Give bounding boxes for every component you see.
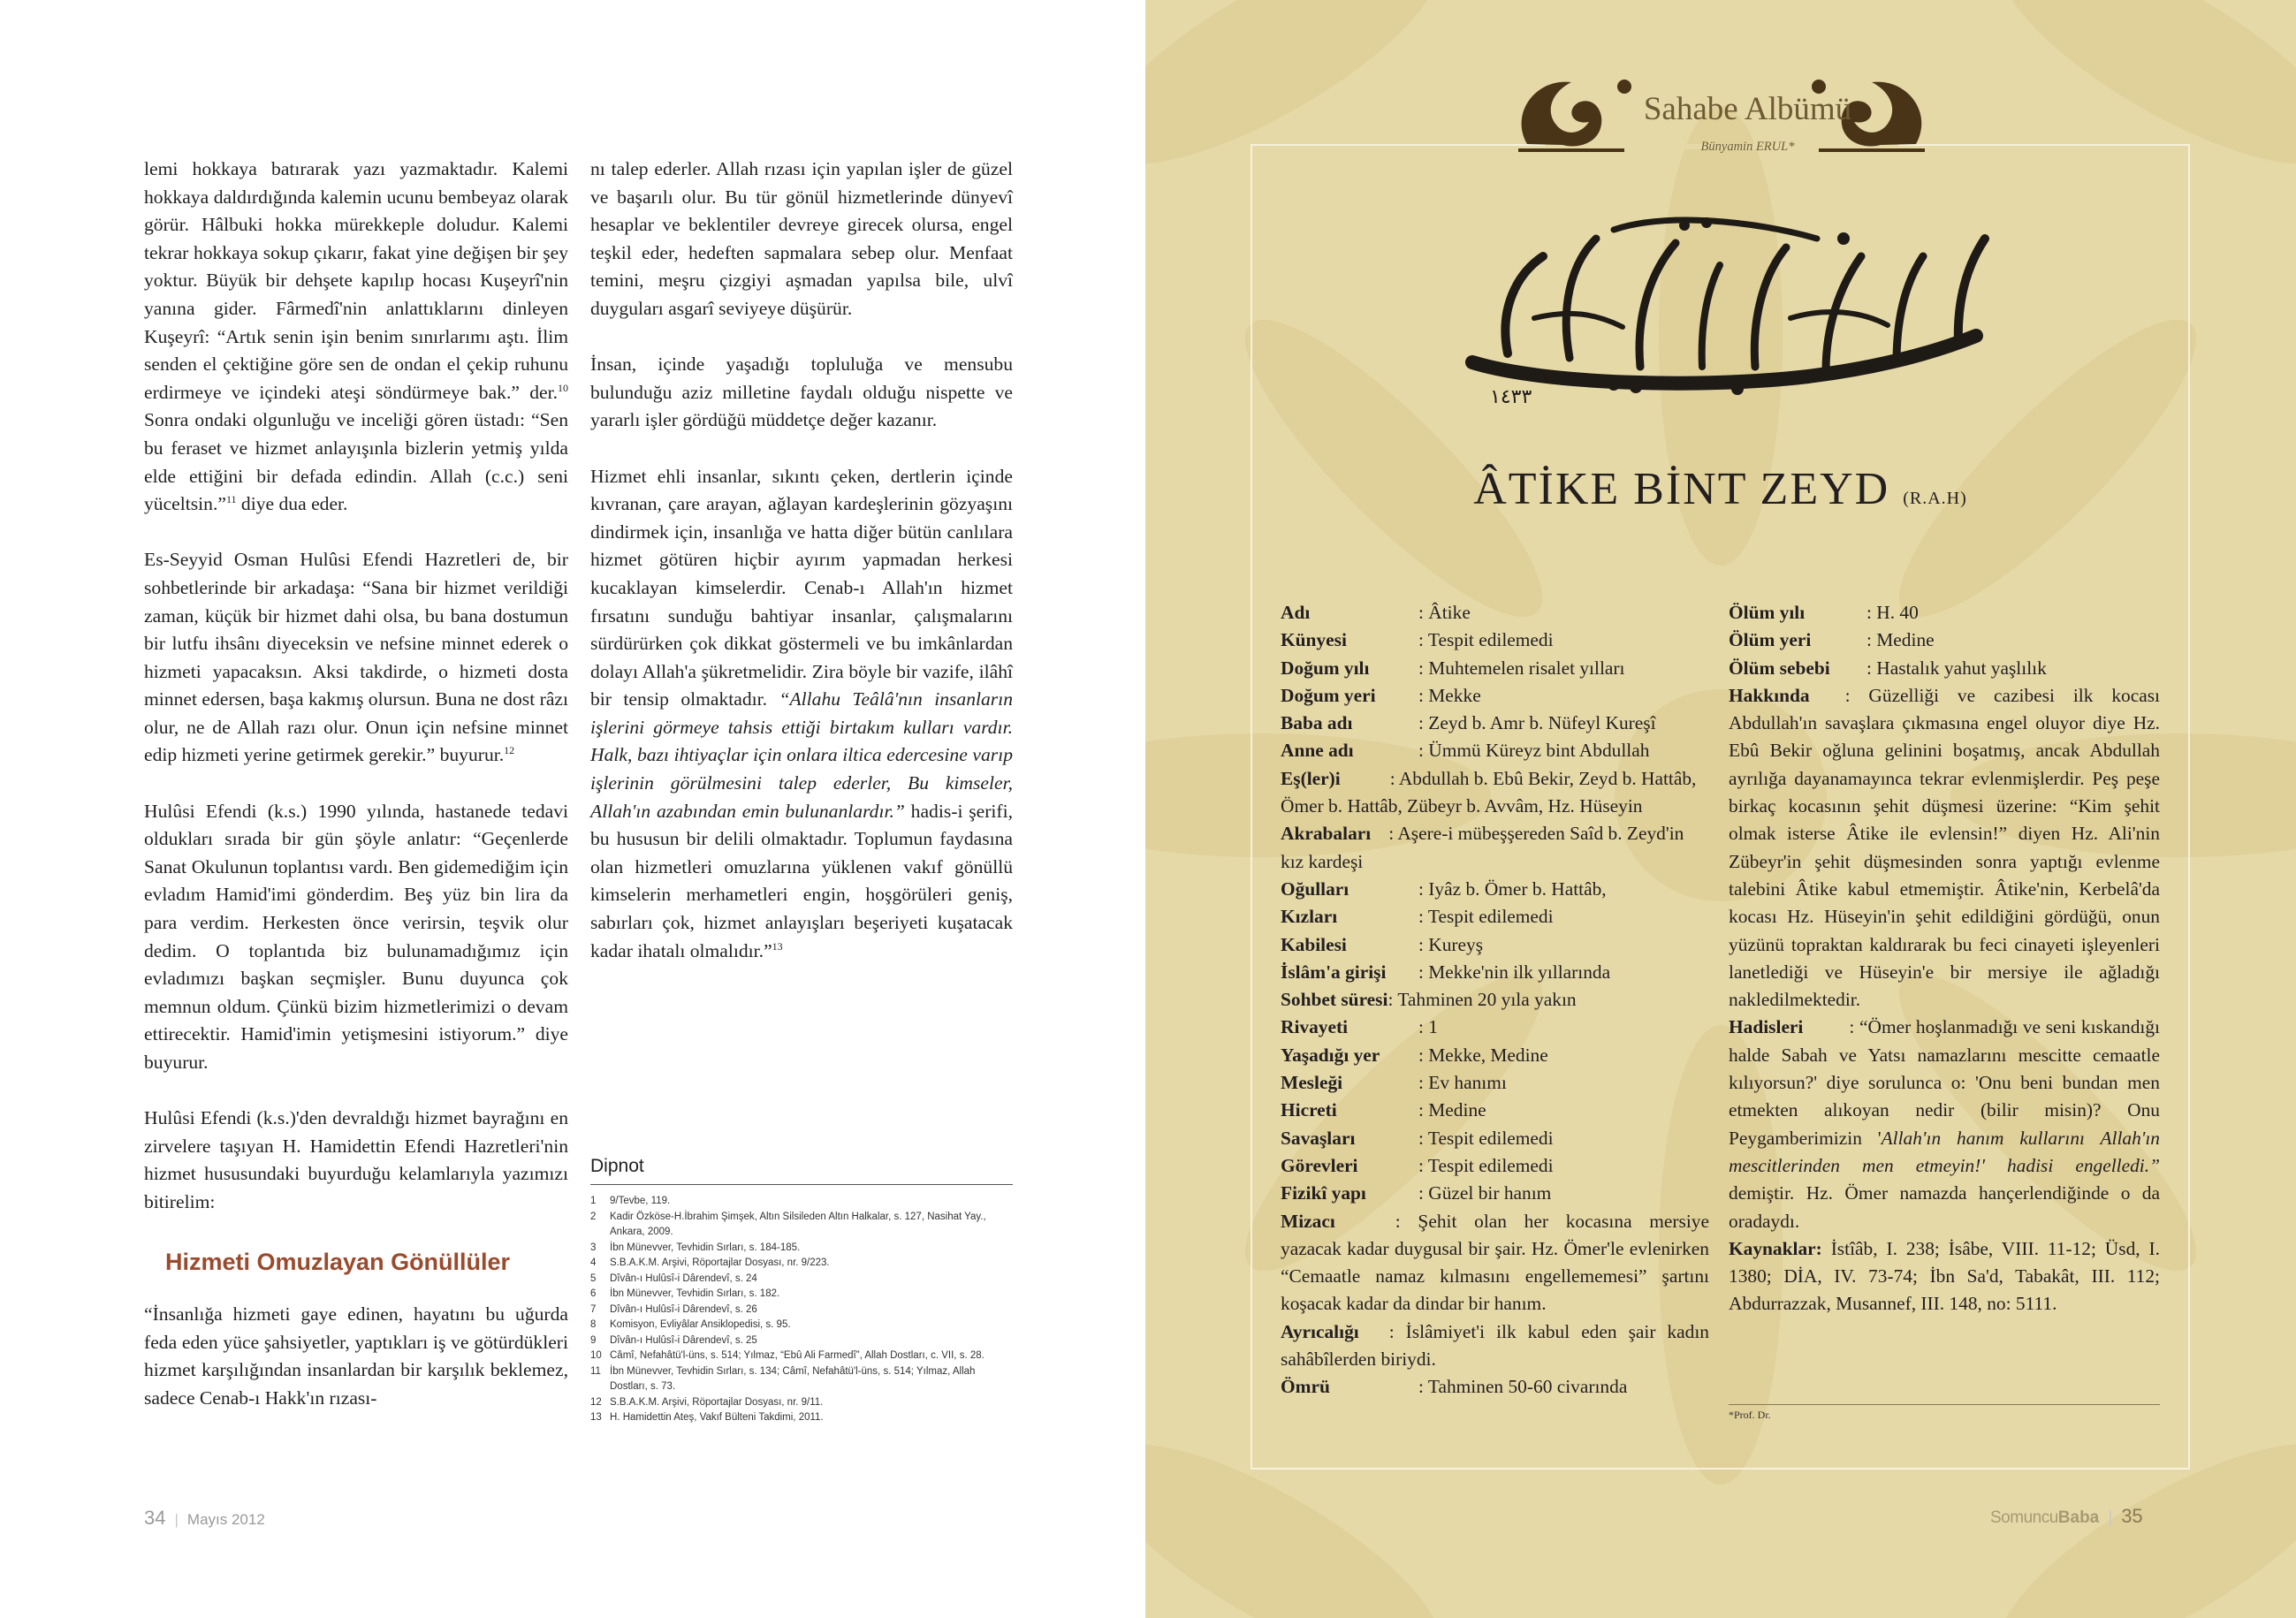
info-key: Savaşları	[1281, 1127, 1356, 1149]
paragraph: Hulûsi Efendi (k.s.)'den devraldığı hizmet bayrağını en zirvelere taşıyan H. Hamidettin Efendi Hazretleri'nin hizmet hususundaki buyurduğu kelamlarıyla yazımızı bitirelim:	[144, 1107, 568, 1212]
info-value: demiştir. Hz. Ömer namazda hançerlendiğinde o da oradaydı.	[1729, 1182, 2160, 1232]
info-key: Ölüm yılı	[1729, 602, 1806, 623]
footnote-text: Komisyon, Evliyâlar Ansiklopedisi, s. 95.	[610, 1319, 791, 1330]
info-row	[1281, 682, 1709, 710]
paragraph	[144, 546, 568, 770]
footnote-text: Dîvân-ı Hulûsî-i Dârendevî, s. 26	[610, 1303, 757, 1315]
info-row	[1281, 876, 1709, 903]
footnote-number: 5	[590, 1272, 597, 1284]
info-key: Doğum yeri	[1281, 684, 1376, 706]
companion-name-title	[1251, 463, 2190, 515]
info-key: Fizikî yapı	[1281, 1182, 1366, 1204]
info-row-about	[1729, 682, 2160, 1014]
info-row	[1281, 710, 1709, 737]
info-value: : Tahminen 50-60 civarında	[1418, 1376, 1628, 1398]
hadith-quote: Allah'ın hanım kullarını Allah'ın mescitlerinden men etmeyin!' hadisi engelledi.”	[1729, 1127, 2161, 1176]
issue-date: Mayıs 2012	[186, 1511, 265, 1528]
footnote-ref[interactable]: 13	[772, 939, 783, 953]
footnotes	[590, 1156, 1013, 1426]
footnote-ref[interactable]: 10	[558, 381, 568, 394]
footnote-item	[590, 1333, 1013, 1349]
info-group	[1281, 599, 1709, 765]
info-row	[1281, 1069, 1709, 1097]
paragraph-text: Hizmet ehli insanlar, sıkıntı çeken, dertlerin içinde kıvranan, çare arayan, ağlayan kardeşlerinin gözyaşını dindirmek için, insanlığa ve hatta diğer bütün canlılara hizmet götüren hiçbir ayırım yapmadan herkesi kucaklayan kimselerdir. Cenab-ı Allah'ın hizmet fırsatını sunduğu bahtiyar insanlar, çalışmalarını sürdürürken çok dikkat göstermeli ve bu imkânlardan dolayı Allah'a şükretmelidir. Zira böyle bir vazife, ilâhî bir tensip olmaktadır.	[590, 465, 1013, 710]
info-group	[1281, 876, 1709, 986]
info-key: Doğum yılı	[1281, 657, 1370, 679]
footnote-number: 11	[590, 1365, 601, 1377]
footnotes-title: Dipnot	[590, 1156, 1013, 1185]
footnote-text: S.B.A.K.M. Arşivi, Röportajlar Dosyası, nr. 9/11.	[610, 1396, 824, 1408]
info-value: : 1	[1418, 1016, 1438, 1038]
info-value: : Tespit edilemedi	[1418, 1154, 1554, 1176]
footnote-item	[590, 1364, 1013, 1395]
info-key: Baba adı	[1281, 712, 1353, 734]
info-row-lifespan	[1281, 1373, 1709, 1401]
info-row-hadiths	[1729, 1014, 2160, 1234]
info-value: : Muhtemelen risalet yılları	[1418, 657, 1625, 679]
info-value: : Aşere-i mübeşşereden Saîd b. Zeyd'in kız kardeşi	[1281, 823, 1684, 872]
info-value: : Şehit olan her kocasına mersiye yazacak kadar duygusal bir şair. Hz. Ömer'le evlenirken “Cemaatle namaz kılmasını engellememesi” şartını koşacak kadar da dindar bir hanım.	[1281, 1210, 1709, 1315]
info-key: Kabilesi	[1281, 933, 1347, 955]
footnote-number: 13	[590, 1412, 602, 1423]
info-key: Yaşadığı yer	[1281, 1044, 1380, 1066]
footnote-item	[590, 1348, 1013, 1364]
footnote-item	[590, 1303, 1013, 1318]
section-label: Sahabe Albümü	[1643, 91, 1852, 127]
info-value: İstîâb, I. 238; İsâbe, VIII. 11-12; Üsd, I. 1380; DİA, IV. 73-74; İbn Sa'd, Tabakât, III. 112; Abdurrazzak, Musannef, III. 148, no: 5111.	[1729, 1237, 2160, 1315]
info-row	[1281, 1042, 1709, 1069]
info-key: Rivayeti	[1281, 1016, 1349, 1038]
left-column-2	[590, 156, 1013, 993]
info-value: : Ümmü Küreyz bint Abdullah	[1418, 740, 1650, 762]
footnote-list	[590, 1194, 1013, 1426]
footnote-text: İbn Münevver, Tevhidin Sırları, s. 184-185.	[610, 1242, 801, 1253]
info-key: Hakkında	[1729, 684, 1810, 706]
info-key: Oğulları	[1281, 877, 1349, 900]
info-key: İslâm'a girişi	[1281, 961, 1387, 983]
author-name: Bünyamin ERUL*	[1700, 140, 1795, 154]
info-value: : Âtike	[1418, 602, 1471, 623]
footnote-number: 10	[590, 1350, 602, 1361]
paragraph: “İnsanlığa hizmeti gaye edinen, hayatını bu uğurda feda eden yüce şahsiyetler, yaptıkları iş ve götürdükleri hizmet karşılığından insanlardan bir karşılık beklemez, sadece Cenab-ı Hakk'ın rızası-	[144, 1303, 568, 1409]
info-key: Akrabaları	[1281, 823, 1372, 845]
info-value: : Medine	[1866, 629, 1935, 651]
info-row	[1281, 737, 1709, 764]
info-row	[1281, 599, 1709, 627]
info-value: : Tespit edilemedi	[1418, 629, 1554, 651]
footnote-text: İbn Münevver, Tevhidin Sırları, s. 134; Câmî, Nefahâtü'l-üns, s. 514; Yılmaz, Allah Dostları, s. 73.	[610, 1365, 976, 1392]
info-key: Hadisleri	[1729, 1016, 1804, 1038]
info-value: : Güzelliği ve cazibesi ilk kocası Abdullah'ın savaşlara çıkmasına engel oluyor diye Hz. Ebû Bekir oğluna gelinini boşatmış, ancak Abdullah ayrılığa dayanamayınca tekrar evlenmişlerdir. Peş peşe birkaç kocasının şehit düşmesi üzerine: “Kim şehit olmak isterse Âtike ile evlensin!” diyen Hz. Ali'nin Zübeyr'in şehit düşmesinden sonra yaptığı evlenme talebini Âtike kabul etmemiştir. Âtike'nin, Kerbelâ'da kocası Hz. Hüseyin'in şehit edildiğini gördüğü, onun yüzünü topraktan kaldırarak bu feci cinayeti işleyenleri lanetlediği ve Hüseyin'e bir mersiye ile ağladığı nakledilmektedir.	[1729, 684, 2160, 1011]
info-value: : Mekke'nin ilk yıllarında	[1418, 961, 1611, 983]
info-column-left	[1281, 599, 1709, 1402]
info-key: Adı	[1281, 602, 1311, 623]
footnote-text: Dîvân-ı Hulûsî-i Dârendevî, s. 24	[610, 1272, 757, 1284]
author-footnote: *Prof. Dr.	[1729, 1409, 1771, 1421]
info-value: : Tespit edilemedi	[1418, 906, 1554, 928]
info-value: : Mekke	[1418, 684, 1481, 706]
footnote-number: 9	[590, 1334, 597, 1346]
footnote-text: H. Hamidettin Ateş, Vakıf Bülteni Takdimi, 2011.	[610, 1412, 824, 1423]
paragraph-text: hadis-i şerifi, bu hususun bir delili olmaktadır. Toplumun faydasına olan hizmetleri omuzlarına yüklenen vakıf gönüllü kimselerin merhametleri engin, hoşgörüleri geniş, sabırları çok, hizmet anlayışları beşeriyeti kuşatacak kadar ihatalı olmalıdır.”	[590, 800, 1013, 961]
arabic-calligraphy	[1437, 203, 2011, 406]
section-subheading: Hizmeti Omuzlayan Gönüllüler	[165, 1249, 511, 1276]
info-key: Kaynaklar:	[1729, 1237, 1822, 1259]
magazine-brand: Somuncu	[1990, 1508, 2058, 1527]
info-value: : Hastalık yahut yaşlılık	[1866, 657, 2047, 679]
footnote-number: 7	[590, 1303, 597, 1315]
info-row	[1281, 1125, 1709, 1152]
companion-name: ÂTİKE BİNT ZEYD	[1473, 464, 1890, 514]
info-key: Mesleği	[1281, 1072, 1343, 1094]
info-value: : Ev hanımı	[1418, 1072, 1507, 1094]
info-value: : H. 40	[1866, 602, 1919, 623]
footnote-number: 4	[590, 1257, 597, 1268]
footnote-number: 8	[590, 1319, 597, 1330]
paragraph-text: lemi hokkaya batırarak yazı yazmaktadır. Kalemi hokkaya daldırdığında kalemin ucunu bembeyaz olarak görür. Hâlbuki hokka mürekkeple doludur. Kalemi tekrar hokkaya sokup çıkarır, fakat yine değişen bir şey yoktur. Büyük bir dehşete kapılıp hocası Kuşeyrî'nin yanına gider. Fârmedî'nin anlattıklarını dinleyen Kuşeyrî: “Artık senin işin benim sınırlarımı aştı. İlim senden el çektiğine göre sen de ondan el çekip ruhunu erdirmeye ve içindeki ateşi söndürmeye bak.” der.	[144, 158, 568, 403]
paragraph: İnsan, içinde yaşadığı topluluğa ve mensubu bulunduğu aziz milletine faydalı olduğu nispette ve yararlı işler gördüğü müddetçe değer kazanır.	[590, 353, 1013, 431]
info-value: : Medine	[1418, 1099, 1486, 1121]
info-key: Anne adı	[1281, 740, 1354, 762]
info-row-temperament	[1281, 1208, 1709, 1318]
honorific-suffix: (R.A.H)	[1903, 489, 1967, 508]
info-key: Ayrıcalığı	[1281, 1320, 1359, 1342]
page-footer-left: 34 | Mayıs 2012	[144, 1507, 265, 1529]
info-group	[1281, 1014, 1709, 1207]
info-key: Ölüm sebebi	[1729, 657, 1830, 679]
paragraph: nı talep ederler. Allah rızası için yapılan işler de güzel ve başarılı olur. Bu tür gönül hizmetlerinde dünyevî hesaplar ve beklentiler devreye girecek olursa, engel teşkil eder, hedeften sapmalara sebep olur. Menfaat temini, meşru çizgiyi aşmadan yapılsa bile, ulvî duyguları asgarî seviyeye düşürür.	[590, 158, 1013, 319]
info-row	[1729, 599, 2160, 627]
magazine-brand-bold: Baba	[2057, 1508, 2100, 1527]
footnote-number: 12	[590, 1396, 602, 1408]
paragraph: Hulûsi Efendi (k.s.) 1990 yılında, hastanede tedavi oldukları sırada bir gün şöyle anlatır: “Geçenlerde Sanat Okulunun toplantısı vardı. Ben gidemediğim için evladım Hamid'imi gönderdim. Beş yüz bin lira da para verdim. Herkesten önce verirsin, teşvik olur dedim. O toplantıda biz bulunamadığımız için evladımızı başkan seçmişler. Bunu duyunca çok memnun oldum. Çünkü bizim hizmetlerimizi o devam ettirecektir. Hamid'imin yetişmesini istiyorum.” diye buyurur.	[144, 800, 568, 1073]
info-row	[1729, 627, 2160, 654]
hadith-quote: “Allahu Teâlâ'nın insanların işlerini görmeye tahsis ettiği birtakım kulları vardır. Halk, bazı ihtiyaçlar için onlara iltica edercesine varıp işlerinin görülmesini talep ederler, Bu kimseler, Allah'ın azabından emin bulunanlardır.”	[590, 688, 1014, 822]
page-number: 35	[2121, 1505, 2143, 1527]
info-row	[1281, 655, 1709, 682]
info-row	[1281, 903, 1709, 931]
info-row-sources	[1729, 1235, 2160, 1318]
footnote-text: S.B.A.K.M. Arşivi, Röportajlar Dosyası, nr. 9/223.	[610, 1257, 830, 1268]
info-row	[1729, 655, 2160, 682]
page-footer-right: SomuncuBaba | 35	[1990, 1505, 2143, 1527]
footnote-ref[interactable]: 12	[504, 744, 515, 757]
info-row	[1281, 931, 1709, 959]
footnote-item	[590, 1395, 1013, 1411]
paragraph-text: Es-Seyyid Osman Hulûsi Efendi Hazretleri de, bir sohbetlerinde bir arkadaşa: “Sana bir hizmet verildiği zaman, küçük bir hizmet dahi olsa, bu bana dostumun bir lutfu ihsânı diyeceksin ve nefsine minnet ederek o hizmeti yapacaksın. Aksi takdirde, o hizmeti dosta minnet edersen, başa kakmış olursun. Buna ne dost râzı olur, ne de Allah razı olur. Onun için nefsine minnet edip hizmeti yerine getirmek gerekir.” buyurur.	[144, 549, 568, 766]
info-row	[1281, 1097, 1709, 1124]
footnote-ref[interactable]: 11	[225, 492, 237, 505]
info-key: Kızları	[1281, 906, 1338, 928]
info-value: : Zeyd b. Amr b. Nüfeyl Kureşî	[1418, 712, 1656, 734]
info-value: : Mekke, Medine	[1418, 1044, 1548, 1066]
info-key: Eş(ler)i	[1281, 767, 1341, 789]
info-row-relatives	[1281, 820, 1709, 876]
info-value: : Güzel bir hanım	[1418, 1182, 1552, 1204]
info-key: Hicreti	[1281, 1099, 1337, 1121]
info-key: Künyesi	[1281, 629, 1347, 651]
info-row-distinction	[1281, 1318, 1709, 1374]
footnote-item	[590, 1410, 1013, 1426]
info-value: : “Ömer hoşlanmadığı ve seni kıskandığı halde Sabah ve Yatsı namazlarını mescitte cemaatle kılıyorsun?' diye sorulunca o: 'Onu beni bundan men etmekten alıkoyan nedir (bilir misin)? Onu Peygamberimizin '	[1729, 1016, 2160, 1149]
info-row	[1281, 959, 1709, 986]
info-group	[1729, 599, 2160, 682]
paragraph-text: diye dua eder.	[236, 493, 348, 515]
info-key: Sohbet süresi	[1281, 989, 1388, 1011]
info-row	[1281, 1152, 1709, 1180]
left-column-1	[144, 156, 568, 1440]
footnote-item	[590, 1256, 1013, 1272]
right-page	[1145, 0, 2296, 1618]
info-key: Mizacı	[1281, 1210, 1335, 1232]
footnote-item	[590, 1210, 1013, 1241]
info-key: Ömrü	[1281, 1376, 1330, 1398]
footnote-text: 9/Tevbe, 119.	[610, 1196, 671, 1206]
footnote-text: Dîvân-ı Hulûsî-i Dârendevî, s. 25	[610, 1334, 757, 1346]
paragraph-text: Sonra ondaki olgunluğu ve inceliği gören üstadı: “Sen bu feraset ve hizmet anlayışınla bizlerin yetmiş yılda elde ettiğini bir defada edindin. Allah (c.c.) seni yüceltsin.”	[144, 409, 568, 515]
info-row-companionship	[1281, 986, 1709, 1014]
footnote-text: Kadir Özköse-H.İbrahim Şimşek, Altın Silsileden Altın Halkalar, s. 127, Nasihat Yay., Ankara, 2009.	[610, 1211, 986, 1237]
info-value: : İslâmiyet'i ilk kabul eden şair kadın sahâbîlerden biriydi.	[1281, 1320, 1709, 1371]
info-value: : Iyâz b. Ömer b. Hattâb,	[1418, 877, 1607, 900]
info-key: Ölüm yeri	[1729, 629, 1812, 651]
paragraph	[144, 156, 568, 519]
footnote-text: İbn Münevver, Tevhidin Sırları, s. 182.	[610, 1288, 780, 1299]
info-row	[1281, 1180, 1709, 1207]
divider	[1729, 1404, 2160, 1405]
footnote-number: 6	[590, 1288, 597, 1299]
calligraphy-date: ١٤٣٣	[1490, 386, 1532, 406]
info-value: : Tahminen 20 yıla yakın	[1387, 989, 1577, 1011]
footnote-item	[590, 1272, 1013, 1288]
info-row	[1281, 627, 1709, 654]
left-page	[0, 0, 1145, 1618]
footnote-number: 3	[590, 1242, 597, 1253]
info-row-spouses	[1281, 765, 1709, 821]
page-number: 34	[144, 1507, 166, 1529]
info-column-right	[1729, 599, 2160, 1318]
footnote-item	[590, 1318, 1013, 1333]
info-key: Görevleri	[1281, 1154, 1358, 1176]
footnote-text: Câmî, Nefahâtü'l-üns, s. 514; Yılmaz, “Ebû Ali Farmedî”, Allah Dostları, c. VII, s. 28.	[610, 1350, 985, 1361]
footnote-number: 1	[590, 1196, 597, 1206]
footnote-item	[590, 1287, 1013, 1303]
paragraph	[590, 463, 1013, 966]
footnote-number: 2	[590, 1211, 597, 1222]
info-value: : Abdullah b. Ebû Bekir, Zeyd b. Hattâb, Ömer b. Hattâb, Zübeyr b. Avvâm, Hz. Hüseyin	[1281, 767, 1697, 817]
info-value: : Kureyş	[1418, 933, 1484, 955]
footnote-item	[590, 1241, 1013, 1257]
info-row	[1281, 1014, 1709, 1041]
footnote-item	[590, 1194, 1013, 1210]
info-value: : Tespit edilemedi	[1418, 1127, 1554, 1149]
